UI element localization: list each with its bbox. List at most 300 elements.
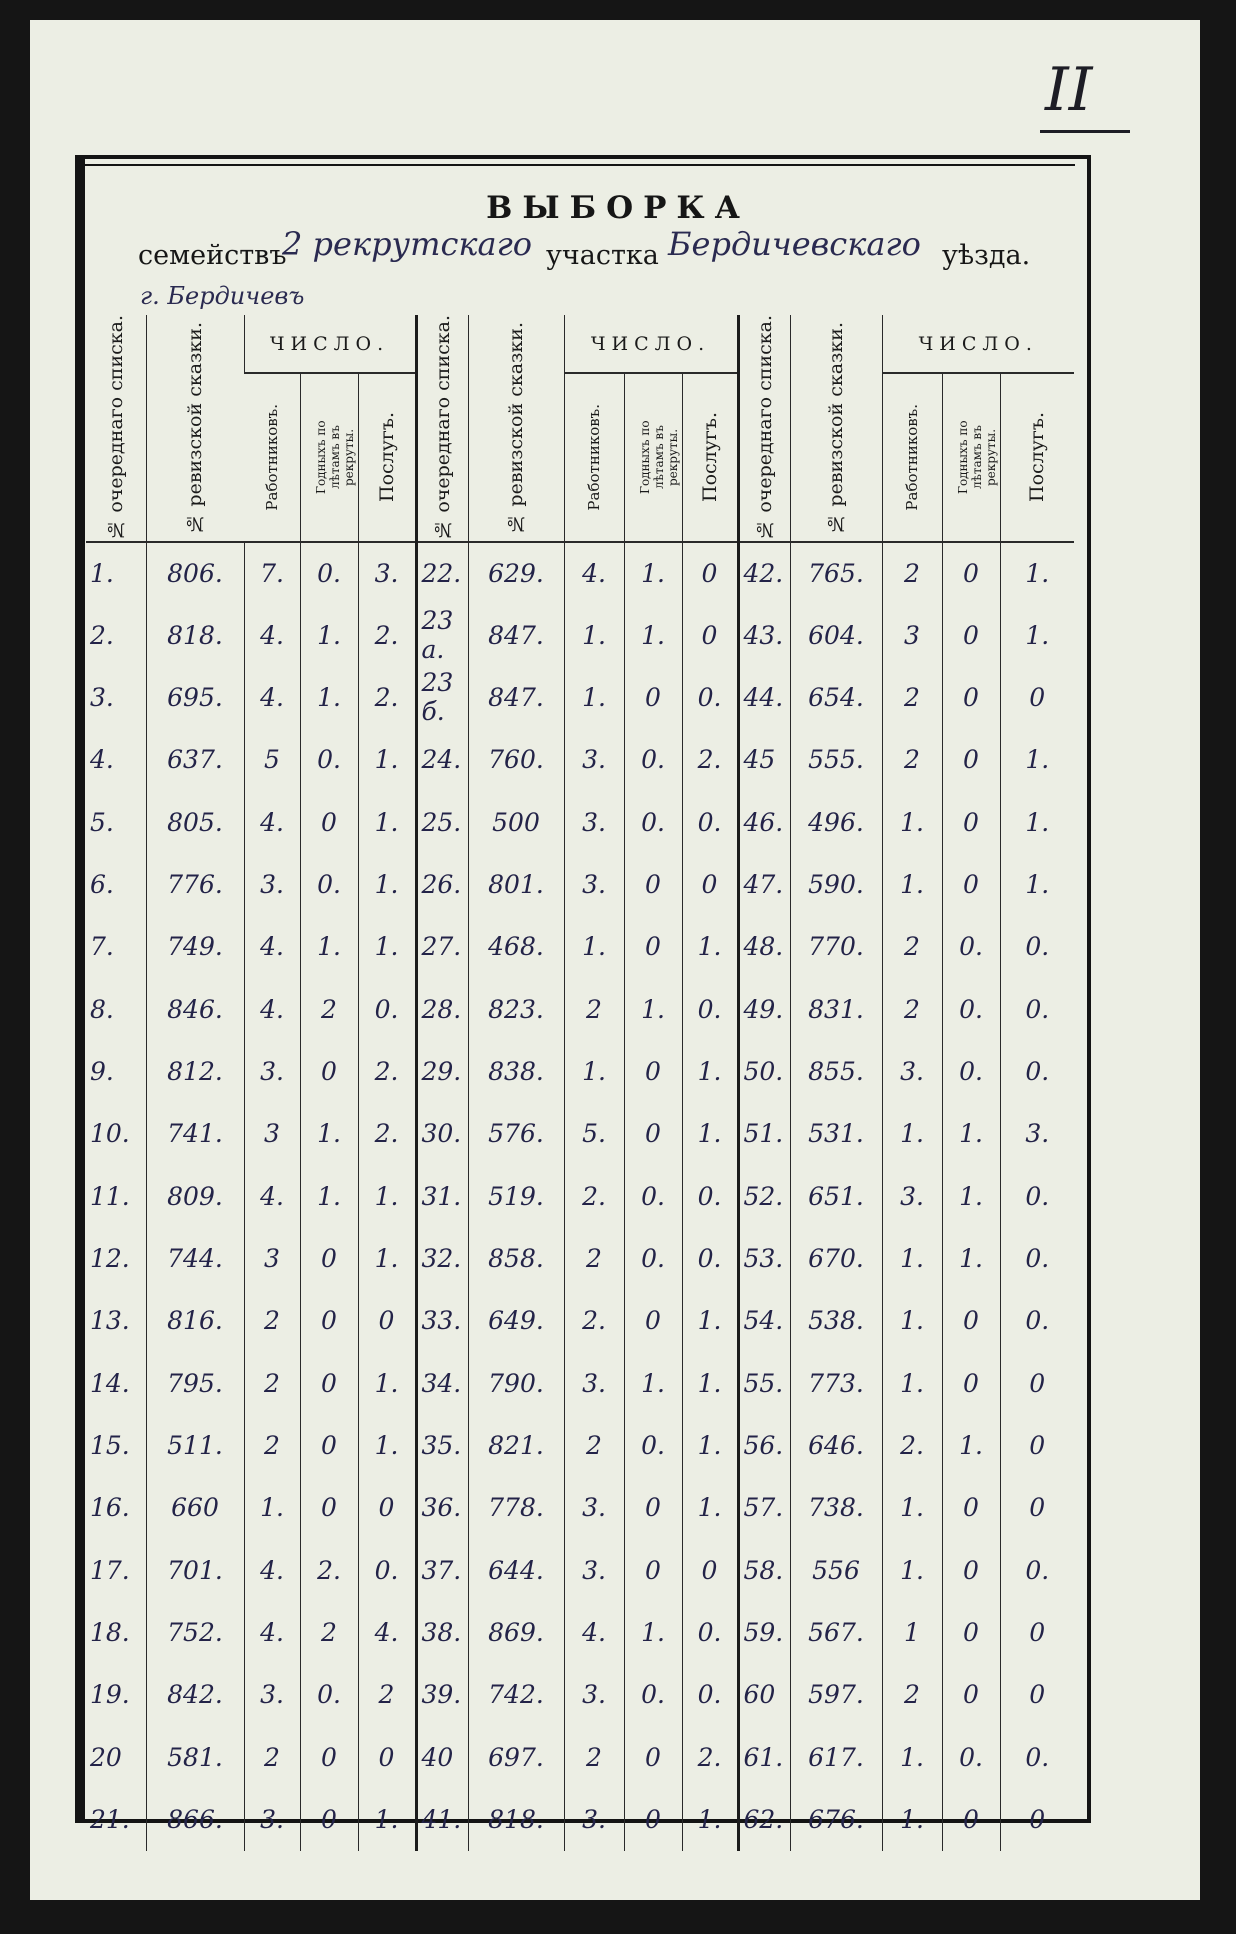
cell-workers-count: 1. [882,1788,942,1850]
cell-queue-number: 7. [90,932,114,962]
cell-queue-number: 3. [90,682,114,712]
cell-workers-count: 3. [244,1040,300,1102]
header-servants: Послугъ. [698,412,721,503]
cell-servants-count: 1. [682,1477,738,1539]
cell-workers-count: 1. [564,1040,624,1102]
cell-fit-recruits-count: 0 [624,1788,682,1850]
cell-servants-count: 0 [1000,1788,1074,1850]
cell-fit-recruits-count: 0 [942,853,1000,915]
cell-servants-count: 0. [682,1227,738,1289]
cell-fit-recruits-count: 2. [300,1539,358,1601]
cell-servants-count: 0. [1000,1165,1074,1227]
cell-queue-number: 19. [90,1680,130,1710]
cell-fit-recruits-count: 0 [300,1352,358,1414]
cell-fit-recruits-count: 0 [624,916,682,978]
cell-fit-recruits-count: 1. [624,978,682,1040]
cell-queue-number: 11. [90,1181,130,1211]
cell-fit-recruits-count: 0 [624,666,682,728]
header-group-count: ЧИСЛО. [882,315,1074,373]
header-revision-number: № ревизской сказки. [505,321,527,535]
cell-fit-recruits-count: 0 [624,853,682,915]
cell-servants-count: 0 [358,1290,416,1352]
page-mark-underline [1040,130,1130,133]
cell-workers-count: 2 [882,1664,942,1726]
cell-revision-number: 765. [790,542,882,604]
cell-servants-count: 1. [682,1040,738,1102]
cell-workers-count: 1. [882,791,942,853]
cell-queue-number: 49. [738,978,790,1040]
cell-revision-number: 651. [790,1165,882,1227]
cell-fit-recruits-count: 1. [300,604,358,666]
cell-revision-number: 773. [790,1352,882,1414]
cell-workers-count: 2 [564,1726,624,1788]
cell-revision-number: 556 [790,1539,882,1601]
cell-servants-count: 0. [1000,1227,1074,1289]
cell-workers-count: 2 [564,978,624,1040]
cell-revision-number: 660 [146,1477,244,1539]
cell-servants-count: 0 [358,1477,416,1539]
cell-queue-number: 47. [738,853,790,915]
cell-servants-count: 2. [358,1040,416,1102]
cell-queue-number: 9. [90,1056,114,1086]
table-row [86,1601,1074,1663]
table-body [86,542,1074,1851]
cell-fit-recruits-count: 1. [300,1103,358,1165]
cell-revision-number: 823. [468,978,564,1040]
cell-fit-recruits-count: 0 [942,791,1000,853]
cell-servants-count: 1. [358,1414,416,1476]
cell-workers-count: 3. [564,1664,624,1726]
cell-queue-number: 36. [416,1477,468,1539]
table-row [86,542,1074,604]
cell-queue-number: 34. [416,1352,468,1414]
cell-workers-count: 3. [564,791,624,853]
cell-workers-count: 3. [882,1040,942,1102]
cell-workers-count: 1. [882,853,942,915]
cell-revision-number: 847. [468,666,564,728]
cell-fit-recruits-count: 1. [942,1103,1000,1165]
header-workers: Работниковъ. [903,404,921,511]
cell-queue-number: 20 [90,1742,122,1772]
district-handwritten: 2 рекрутскаго [282,225,532,263]
cell-queue-number: 24. [416,729,468,791]
cell-fit-recruits-count: 0 [624,1103,682,1165]
cell-revision-number: 778. [468,1477,564,1539]
cell-servants-count: 0 [1000,666,1074,728]
cell-servants-count: 0. [682,791,738,853]
cell-workers-count: 1. [244,1477,300,1539]
cell-workers-count: 4. [244,604,300,666]
cell-revision-number: 846. [146,978,244,1040]
cell-workers-count: 2 [882,542,942,604]
cell-fit-recruits-count: 0 [300,1477,358,1539]
cell-queue-number: 13. [90,1306,130,1336]
cell-servants-count: 3. [1000,1103,1074,1165]
cell-workers-count: 4. [244,1601,300,1663]
cell-queue-number: 44. [738,666,790,728]
table-row [86,1788,1074,1850]
cell-servants-count: 2. [682,1726,738,1788]
cell-revision-number: 821. [468,1414,564,1476]
county-handwritten: Бердичевскаго [668,225,921,263]
cell-workers-count: 4. [564,1601,624,1663]
cell-servants-count: 1. [1000,853,1074,915]
cell-queue-number: 1. [90,558,114,588]
cell-revision-number: 831. [790,978,882,1040]
cell-workers-count: 2. [564,1165,624,1227]
cell-queue-number: 4. [90,745,114,775]
cell-fit-recruits-count: 1. [300,1165,358,1227]
cell-workers-count: 3 [882,604,942,666]
cell-fit-recruits-count: 0 [624,1477,682,1539]
cell-queue-number: 52. [738,1165,790,1227]
table-row [86,1103,1074,1165]
cell-workers-count: 1. [882,1539,942,1601]
cell-revision-number: 567. [790,1601,882,1663]
cell-fit-recruits-count: 0 [624,1726,682,1788]
cell-workers-count: 2 [244,1352,300,1414]
cell-queue-number: 26. [416,853,468,915]
cell-revision-number: 649. [468,1290,564,1352]
cell-fit-recruits-count: 0 [300,1726,358,1788]
cell-servants-count: 1. [682,1103,738,1165]
cell-servants-count: 0 [682,604,738,666]
table-row [86,1352,1074,1414]
cell-workers-count: 1. [882,1227,942,1289]
cell-workers-count: 1. [882,1477,942,1539]
cell-queue-number: 2. [90,620,114,650]
cell-workers-count: 2 [882,916,942,978]
cell-workers-count: 2 [882,729,942,791]
cell-queue-number: 31. [416,1165,468,1227]
cell-servants-count: 1. [1000,542,1074,604]
cell-servants-count: 1. [1000,791,1074,853]
cell-fit-recruits-count: 0 [300,1290,358,1352]
cell-fit-recruits-count: 0 [300,1227,358,1289]
cell-queue-number: 28. [416,978,468,1040]
table-row [86,853,1074,915]
table-row [86,791,1074,853]
cell-fit-recruits-count: 1. [300,666,358,728]
cell-revision-number: 576. [468,1103,564,1165]
cell-queue-number: 53. [738,1227,790,1289]
cell-queue-number: 48. [738,916,790,978]
cell-queue-number: 41. [416,1788,468,1850]
cell-fit-recruits-count: 0. [300,1664,358,1726]
cell-revision-number: 760. [468,729,564,791]
header-fit-recruits: Годныхъ по лѣтамъ въ рекруты. [956,420,998,495]
cell-servants-count: 0. [358,1539,416,1601]
cell-queue-number: 40 [416,1726,468,1788]
cell-queue-number: 25. [416,791,468,853]
header-group-count: ЧИСЛО. [244,315,416,373]
cell-workers-count: 4. [244,978,300,1040]
frame-top-rule [85,164,1075,166]
table-row [86,604,1074,666]
table-row [86,729,1074,791]
cell-queue-number: 46. [738,791,790,853]
cell-workers-count: 4. [244,666,300,728]
cell-workers-count: 2 [244,1414,300,1476]
table-row [86,1414,1074,1476]
header-queue-number: № очереднаго списка. [104,315,127,541]
cell-queue-number: 14. [90,1368,130,1398]
cell-queue-number: 17. [90,1555,130,1585]
cell-queue-number: 38. [416,1601,468,1663]
cell-fit-recruits-count: 0 [300,1788,358,1850]
cell-queue-number: 15. [90,1430,130,1460]
cell-queue-number: 60 [738,1664,790,1726]
table-row [86,916,1074,978]
cell-servants-count: 0 [682,853,738,915]
cell-workers-count: 2. [882,1414,942,1476]
header-revision-number: № ревизской сказки. [825,321,847,535]
cell-servants-count: 2. [358,666,416,728]
cell-fit-recruits-count: 0 [942,1539,1000,1601]
cell-revision-number: 749. [146,916,244,978]
cell-workers-count: 1. [882,1726,942,1788]
cell-revision-number: 519. [468,1165,564,1227]
table-row [86,1227,1074,1289]
cell-queue-number: 62. [738,1788,790,1850]
cell-workers-count: 4. [244,916,300,978]
cell-revision-number: 500 [468,791,564,853]
cell-fit-recruits-count: 0 [624,1290,682,1352]
header-servants: Послугъ. [1026,412,1049,503]
cell-fit-recruits-count: 0. [300,729,358,791]
cell-fit-recruits-count: 0. [624,1664,682,1726]
cell-revision-number: 866. [146,1788,244,1850]
cell-revision-number: 770. [790,916,882,978]
cell-revision-number: 752. [146,1601,244,1663]
cell-servants-count: 0 [1000,1352,1074,1414]
table-row [86,978,1074,1040]
cell-fit-recruits-count: 0. [942,916,1000,978]
cell-workers-count: 3. [244,1664,300,1726]
cell-fit-recruits-count: 1. [624,542,682,604]
cell-servants-count: 0. [682,1664,738,1726]
cell-fit-recruits-count: 0. [624,1414,682,1476]
cell-fit-recruits-count: 0 [942,729,1000,791]
cell-workers-count: 2 [244,1726,300,1788]
cell-fit-recruits-count: 1. [624,1601,682,1663]
cell-servants-count: 1. [682,1414,738,1476]
cell-revision-number: 555. [790,729,882,791]
cell-queue-number: 43. [738,604,790,666]
cell-servants-count: 0 [682,542,738,604]
cell-fit-recruits-count: 1. [942,1165,1000,1227]
cell-workers-count: 2 [882,666,942,728]
page-number-mark: II [1045,55,1093,125]
town-handwritten: г. Бердичевъ [140,282,305,310]
cell-revision-number: 646. [790,1414,882,1476]
cell-servants-count: 0. [1000,1539,1074,1601]
cell-revision-number: 676. [790,1788,882,1850]
cell-servants-count: 0. [682,1601,738,1663]
cell-revision-number: 604. [790,604,882,666]
cell-revision-number: 812. [146,1040,244,1102]
cell-fit-recruits-count: 0 [942,1601,1000,1663]
cell-servants-count: 0 [358,1726,416,1788]
cell-servants-count: 1. [358,853,416,915]
cell-fit-recruits-count: 0. [624,1227,682,1289]
cell-servants-count: 0 [1000,1477,1074,1539]
cell-queue-number: 5. [90,807,114,837]
table-row [86,1165,1074,1227]
cell-queue-number: 23 а. [416,604,468,666]
cell-queue-number: 21. [90,1804,130,1834]
cell-workers-count: 3. [564,1352,624,1414]
cell-fit-recruits-count: 0 [942,1352,1000,1414]
cell-servants-count: 1. [358,729,416,791]
cell-revision-number: 644. [468,1539,564,1601]
cell-servants-count: 0. [358,978,416,1040]
cell-revision-number: 855. [790,1040,882,1102]
header-fit-recruits: Годныхъ по лѣтамъ въ рекруты. [638,420,680,495]
cell-fit-recruits-count: 0 [942,542,1000,604]
cell-revision-number: 838. [468,1040,564,1102]
cell-revision-number: 629. [468,542,564,604]
cell-fit-recruits-count: 0 [300,791,358,853]
cell-fit-recruits-count: 0 [624,1539,682,1601]
cell-workers-count: 3. [564,1788,624,1850]
cell-queue-number: 12. [90,1243,130,1273]
cell-revision-number: 801. [468,853,564,915]
cell-fit-recruits-count: 0. [942,1040,1000,1102]
cell-servants-count: 1. [682,916,738,978]
cell-revision-number: 818. [468,1788,564,1850]
cell-workers-count: 4. [244,1539,300,1601]
cell-queue-number: 10. [90,1119,130,1149]
cell-revision-number: 742. [468,1664,564,1726]
cell-revision-number: 809. [146,1165,244,1227]
cell-workers-count: 1. [564,604,624,666]
cell-fit-recruits-count: 0 [942,1664,1000,1726]
cell-fit-recruits-count: 0 [942,666,1000,728]
cell-fit-recruits-count: 0 [300,1040,358,1102]
cell-fit-recruits-count: 0 [942,1477,1000,1539]
cell-revision-number: 701. [146,1539,244,1601]
cell-queue-number: 16. [90,1493,130,1523]
table-row [86,666,1074,728]
cell-queue-number: 35. [416,1414,468,1476]
cell-queue-number: 39. [416,1664,468,1726]
cell-servants-count: 3. [358,542,416,604]
cell-workers-count: 2. [564,1290,624,1352]
cell-servants-count: 2 [358,1664,416,1726]
cell-fit-recruits-count: 0. [624,1165,682,1227]
cell-servants-count: 2. [358,604,416,666]
cell-queue-number: 8. [90,994,114,1024]
cell-workers-count: 3. [564,853,624,915]
cell-servants-count: 2. [682,729,738,791]
subtitle-suffix: уѣзда. [942,240,1031,271]
cell-fit-recruits-count: 0 [624,1040,682,1102]
cell-queue-number: 27. [416,916,468,978]
cell-servants-count: 0. [1000,1726,1074,1788]
cell-queue-number: 18. [90,1617,130,1647]
cell-revision-number: 744. [146,1227,244,1289]
cell-workers-count: 1. [564,916,624,978]
cell-workers-count: 2 [882,978,942,1040]
cell-workers-count: 3. [244,853,300,915]
document-title: ВЫБОРКА [486,190,750,226]
cell-workers-count: 1. [564,666,624,728]
cell-queue-number: 56. [738,1414,790,1476]
cell-workers-count: 1 [882,1601,942,1663]
cell-revision-number: 496. [790,791,882,853]
cell-queue-number: 51. [738,1103,790,1165]
cell-servants-count: 0. [1000,916,1074,978]
cell-fit-recruits-count: 1. [942,1414,1000,1476]
cell-revision-number: 654. [790,666,882,728]
cell-revision-number: 738. [790,1477,882,1539]
cell-queue-number: 22. [416,542,468,604]
table-row [86,1539,1074,1601]
cell-workers-count: 7. [244,542,300,604]
cell-fit-recruits-count: 1. [300,916,358,978]
cell-workers-count: 5. [564,1103,624,1165]
header-workers: Работниковъ. [585,404,603,511]
cell-queue-number: 33. [416,1290,468,1352]
cell-workers-count: 1. [882,1290,942,1352]
cell-fit-recruits-count: 1. [624,1352,682,1414]
cell-servants-count: 1. [358,1165,416,1227]
cell-servants-count: 0. [1000,978,1074,1040]
cell-revision-number: 806. [146,542,244,604]
cell-revision-number: 581. [146,1726,244,1788]
family-selection-table [86,315,1074,1851]
cell-servants-count: 2. [358,1103,416,1165]
subtitle-middle: участка [546,240,659,271]
cell-queue-number: 45 [738,729,790,791]
cell-fit-recruits-count: 2 [300,978,358,1040]
cell-servants-count: 1. [682,1788,738,1850]
cell-fit-recruits-count: 0. [942,1726,1000,1788]
table-row [86,1477,1074,1539]
cell-fit-recruits-count: 0 [942,1788,1000,1850]
cell-fit-recruits-count: 0. [624,791,682,853]
table-row [86,1726,1074,1788]
cell-queue-number: 6. [90,869,114,899]
cell-revision-number: 805. [146,791,244,853]
cell-queue-number: 32. [416,1227,468,1289]
cell-fit-recruits-count: 0 [942,604,1000,666]
cell-servants-count: 0. [682,978,738,1040]
cell-revision-number: 847. [468,604,564,666]
header-revision-number: № ревизской сказки. [184,321,206,535]
cell-servants-count: 1. [1000,604,1074,666]
cell-workers-count: 4. [244,1165,300,1227]
cell-queue-number: 50. [738,1040,790,1102]
table-row [86,1290,1074,1352]
cell-queue-number: 54. [738,1290,790,1352]
cell-servants-count: 0. [1000,1040,1074,1102]
cell-servants-count: 1. [682,1352,738,1414]
cell-queue-number: 23 б. [416,666,468,728]
cell-queue-number: 61. [738,1726,790,1788]
cell-workers-count: 4. [564,542,624,604]
cell-revision-number: 741. [146,1103,244,1165]
cell-workers-count: 3. [244,1788,300,1850]
cell-fit-recruits-count: 1. [624,604,682,666]
cell-servants-count: 0 [1000,1664,1074,1726]
cell-workers-count: 5 [244,729,300,791]
cell-revision-number: 617. [790,1726,882,1788]
header-queue-number: № очереднаго списка. [753,315,776,541]
cell-servants-count: 1. [358,1352,416,1414]
cell-workers-count: 2 [564,1414,624,1476]
